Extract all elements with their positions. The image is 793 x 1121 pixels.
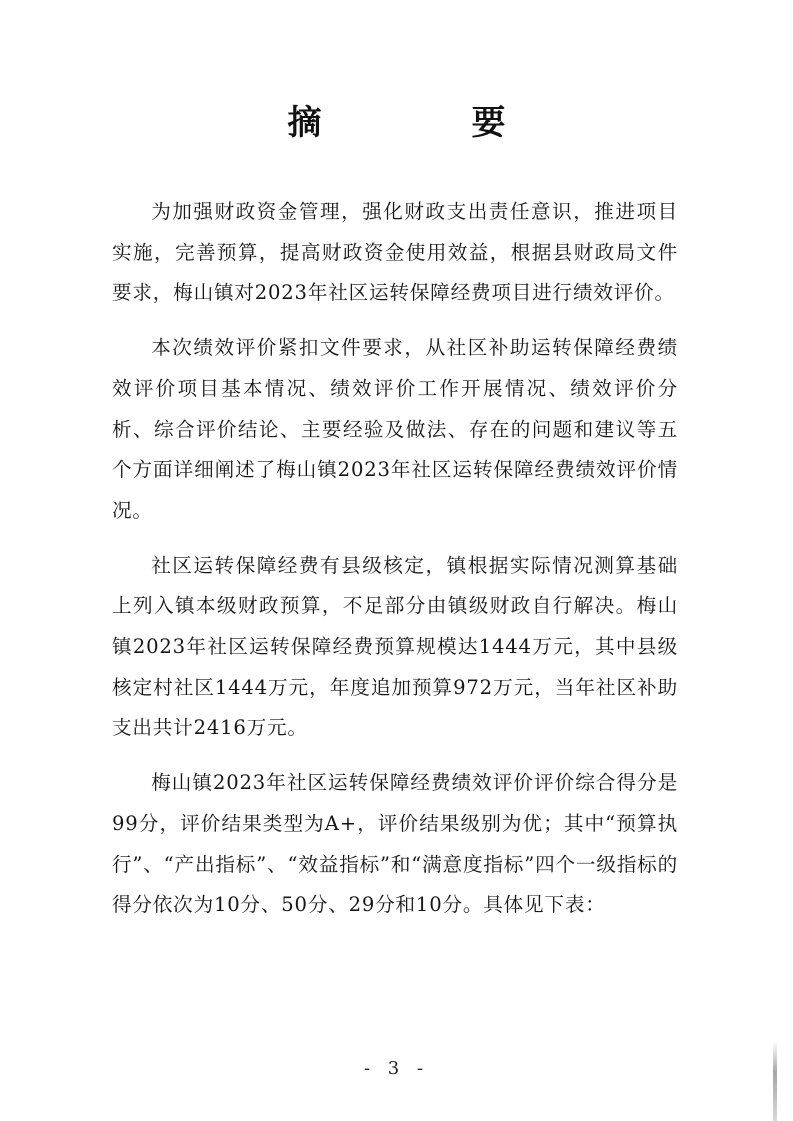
page-title: 摘 要: [287, 103, 564, 143]
paragraph-intro: 为加强财政资金管理，强化财政支出责任意识，推进项目实施，完善预算，提高财政资金使用效益，根据县财政局文件要求，梅山镇对2023年社区运转保障经费项目进行绩效评价。: [112, 200, 678, 305]
document-body: [112, 192, 678, 940]
paragraph-budget: 社区运转保障经费有县级核定，镇根据实际情况测算基础上列入镇本级财政预算，不足部分由镇级财政自行解决。梅山镇2023年社区运转保障经费预算规模达1444万元，其中县级核定村社区1444万元，年度追加预算972万元，当年社区补助支出共计2416万元。: [112, 553, 678, 740]
page-number: - 3 -: [363, 1058, 430, 1079]
scan-edge-mark: [773, 1041, 777, 1121]
paragraph-score: 梅山镇2023年社区运转保障经费绩效评价评价综合得分是99分，评价结果类型为A+，评价结果级别为优；其中“预算执行”、“产出指标”、“效益指标”和“满意度指标”四个一级指标的得分依次为10分、50分、29分和10分。具体见下表：: [112, 771, 678, 917]
paragraph-scope: 本次绩效评价紧扣文件要求，从社区补助运转保障经费绩效评价项目基本情况、绩效评价工作开展情况、绩效评价分析、综合评价结论、主要经验及做法、存在的问题和建议等五个方面详细阐述了梅山镇2023年社区运转保障经费绩效评价情况。: [112, 336, 678, 522]
